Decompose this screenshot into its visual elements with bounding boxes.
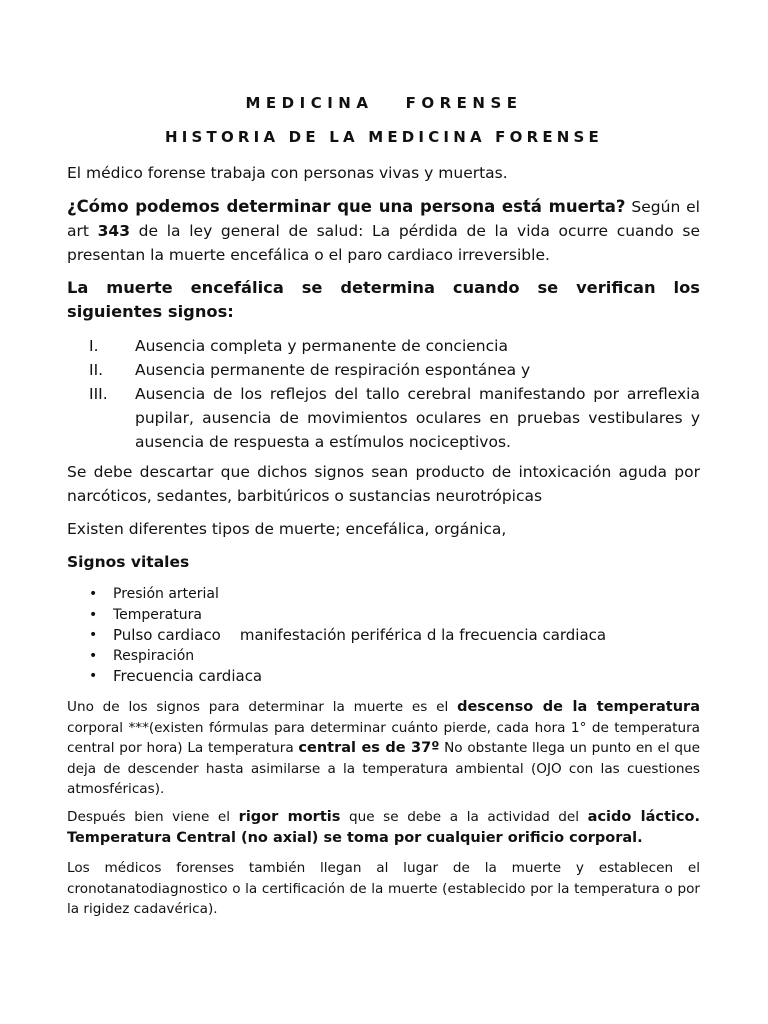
list-item-text: Ausencia permanente de respiración espontánea y [135,361,531,379]
temperature-text-1: Uno de los signos para determinar la muerte es el [67,699,458,715]
vitals-heading: Signos vitales [67,553,190,571]
question-text-1: Según el art [67,198,700,240]
rigor-text-1: Después bien viene el [67,809,239,825]
bullet-icon: • [89,647,98,664]
question-text-2: de la ley general de salud: La pérdida de la vida ocurre cuando se presentan la muerte encefálica o el paro cardiaco irreversible. [67,222,700,264]
list-item [67,666,700,687]
temperature-text-2: corporal ***(existen fórmulas para determinar cuánto pierde, cada hora 1° de temperatura central por hora) La temperatura [67,719,700,756]
final-paragraph: Los médicos forenses también llegan al lugar de la muerte y establecen el cronotanatodiagnostico o la certificación de la muerte (establecido por la temperatura o por la rigidez cadavérica). [67,860,700,917]
list-item-number: II. [89,361,104,379]
list-item [67,584,700,605]
intro-paragraph: El médico forense trabaja con personas vivas y muertas. [67,164,508,182]
bullet-icon: • [89,586,98,602]
list-item [67,625,700,646]
discard-paragraph: Se debe descartar que dichos signos sean producto de intoxicación aguda por narcóticos, sedantes, barbitúricos o sustancias neurotrópicas [67,463,700,505]
list-item-text: Temperatura [113,606,202,623]
temperature-bold-1: descenso de la temperatura [457,699,700,715]
death-types-paragraph: Existen diferentes tipos de muerte; encefálica, orgánica, [67,520,507,538]
list-item-text: Frecuencia cardiaca [113,667,263,685]
list-item [67,605,700,626]
bullet-icon: • [89,606,98,623]
signs-list [67,334,700,454]
question-paragraph [67,195,700,267]
temperature-text-3: No obstante llega un punto en el que deja de descender hasta asimilarse a la temperatura ambiental (OJO con las cuestiones atmosféricas). [67,740,700,797]
rigor-bold-3: Temperatura Central (no axial) se toma por cualquier orificio corporal. [67,829,643,846]
rigor-bold-1: rigor mortis [238,809,341,825]
question-bold: ¿Cómo podemos determinar que una persona está muerta? [67,197,626,216]
vitals-list [67,584,700,687]
article-number: 343 [97,222,130,240]
list-item [67,646,700,667]
signs-heading: La muerte encefálica se determina cuando se verifican los siguientes signos: [67,278,700,321]
list-item-text: Respiración [113,647,195,664]
document-title: MEDICINA FORENSE [245,94,523,112]
list-item-text: Ausencia completa y permanente de conciencia [135,337,508,355]
bullet-icon: • [89,627,98,643]
temperature-bold-2: central es de 37º [298,740,440,756]
rigor-paragraph [67,807,700,848]
list-item-text: Ausencia de los reflejos del tallo cerebral manifestando por arreflexia pupilar, ausencia de movimientos oculares en pruebas vestibulares y ausencia de respuesta a estímulos nociceptivos. [135,385,700,451]
temperature-paragraph [67,697,700,800]
bullet-icon: • [89,668,98,684]
document-subtitle: HISTORIA DE LA MEDICINA FORENSE [165,128,603,146]
list-item-number: III. [89,385,108,403]
list-item-text: Pulso cardiaco manifestación periférica d la frecuencia cardiaca [113,626,607,644]
list-item-number: I. [89,337,99,355]
rigor-bold-2: acido láctico. [587,809,700,825]
rigor-text-2: que se debe a la actividad del [340,809,588,825]
list-item-text: Presión arterial [113,586,219,602]
